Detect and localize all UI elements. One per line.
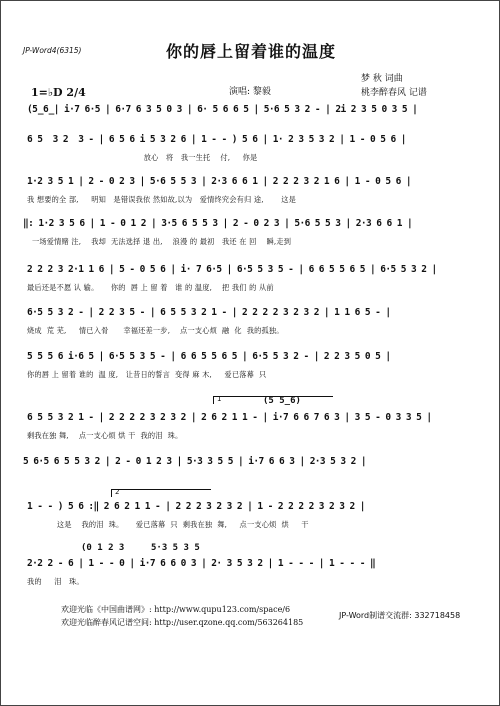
software-brand: JP-Word4(6315) [23, 46, 82, 55]
score-line-2-notes: 6 5 3 2 3 - | 6 5 6 i 5 3 2 6 | 1 - - ) 5 6 | 1· 2 3 5 3 2 | 1 - 0 5 6 | [27, 134, 406, 145]
volta-bracket-2 [111, 489, 211, 497]
score-line-10-lyrics: 这是 我的泪 珠。 爱已落幕 只 剩我在独 舞, 点一支心烦 烘 干 [27, 520, 309, 529]
score-line-2-lyrics: 放心 将 我一生托 付, 你是 [27, 153, 258, 162]
lyricist-credit: 梦 秋 词曲 [361, 74, 403, 84]
score-line-3-notes: 1·2 3 5 1 | 2 - 0 2 3 | 5·6 5 5 3 | 2·3 6 6 1 | 2 2 2 3 2 1 6 | 1 - 0 5 6 | [27, 176, 411, 187]
score-line-4-notes: ‖: 1·2 3 5 6 | 1 - 0 1 2 | 3·5 6 5 5 3 | 2 - 0 2 3 | 5·6 5 5 3 | 2·3 6 6 1 | [23, 218, 413, 229]
score-line-4-lyrics: 一场爱情赌 注, 我却 无法选择 退 出, 浪漫 的 最初 我还 在 回 瞬,走到 [27, 237, 292, 246]
score-line-7-notes: 5 5 5 6 i·6 5 | 6·5 5 3 5 - | 6 6 5 5 6 5 | 6·5 5 3 2 - | 2 2 3 5 0 5 | [27, 351, 391, 362]
intro-bracket-b: (0 1 2 3 [81, 543, 125, 553]
score-line-3-lyrics: 我 想要的全 部, 明知 是错误我依 然如故,以为 爱情终究会有归 途, 这是 [27, 195, 296, 204]
intro-bracket-c: 5·3 5 3 5 [151, 543, 200, 553]
score-line-11-notes: 2·2 2 - 6 | 1 - - 0 | i·7 6 6 0 3 | 2· 3 5 3 2 | 1 - - - | 1 - - - ‖ [27, 558, 376, 569]
score-line-9-notes: 5 6·5 6 5 5 3 2 | 2 - 0 1 2 3 | 5·3 3 5 5 | i·7 6 6 3 | 2·3 5 3 2 | [23, 456, 367, 467]
volta-number-1: 1 [217, 395, 222, 403]
score-line-11-lyrics: 我的 泪 珠。 [27, 577, 84, 586]
key-signature: 1=♭D 2/4 [31, 86, 86, 99]
song-title: 你的唇上留着谁的温度 [165, 42, 336, 61]
intro-bracket-a: (5 5̲6) [263, 396, 301, 406]
transcriber-credit: 桃李醉春风 记谱 [361, 88, 427, 98]
score-line-10-notes: 1 - - ) 5 6 :‖ 2 6 2 1 1 - | 2 2 2 3 2 3 2 | 1 - 2 2 2 2 3 2 3 2 | [27, 501, 365, 512]
footer-group-info: JP-Word制谱交流群: 332718458 [339, 611, 461, 620]
footer-link-qupu[interactable]: 欢迎光临《中国曲谱网》: http://www.qupu123.com/space/6 [61, 605, 291, 614]
score-line-8-lyrics: 剩我在独 舞, 点一支心烦 烘 干 我的泪 珠。 [27, 431, 183, 440]
volta-number-2: 2 [115, 488, 120, 496]
score-line-7-lyrics: 你的唇 上 留着 谁的 温 度, 让昔日的誓言 变得 麻 木, 爱已落幕 只 [27, 370, 267, 379]
score-line-5-lyrics: 最后还是不愿 认 输。 你的 唇 上 留 着 谁 的 温度, 把 我们 的 从前 [27, 283, 274, 292]
score-line-8-notes: 6 5 5 3 2 1 - | 2 2 2 2 3 2 3 2 | 2 6 2 1 1 - | i·7 6 6 7 6 3 | 3 5 - 0 3 3 5 | [27, 412, 432, 423]
footer-link-qzone[interactable]: 欢迎光临醉春风记谱空间: http://user.qzone.qq.com/563264185 [61, 618, 304, 627]
score-line-5-notes: 2 2 2 3 2·1 1 6 | 5 - 0 5 6 | i· 7 6·5 | 6·5 5 3 5 - | 6 6 5 5 6 5 | 6·5 5 3 2 | [27, 264, 437, 275]
singer-credit: 演唱: 黎毅 [229, 87, 271, 97]
score-line-6-notes: 6·5 5 3 2 - | 2 2 3 5 - | 6 5 5 3 2 1 - | 2 2 2 2 3 2 3 2 | 1 1 6 5 - | [27, 307, 391, 318]
score-line-6-lyrics: 烧成 荒 芜, 情已入骨 幸福还差一步, 点一支心烦 融 化 我的孤独。 [27, 326, 284, 335]
score-line-1-notes: (5̲6̲| i·7 6·5 | 6·7 6 3 5 0 3 | 6· 5 6 6 5 | 5·6 5 3 2 - | 2i 2 3 5 0 3 5 | [27, 104, 418, 115]
